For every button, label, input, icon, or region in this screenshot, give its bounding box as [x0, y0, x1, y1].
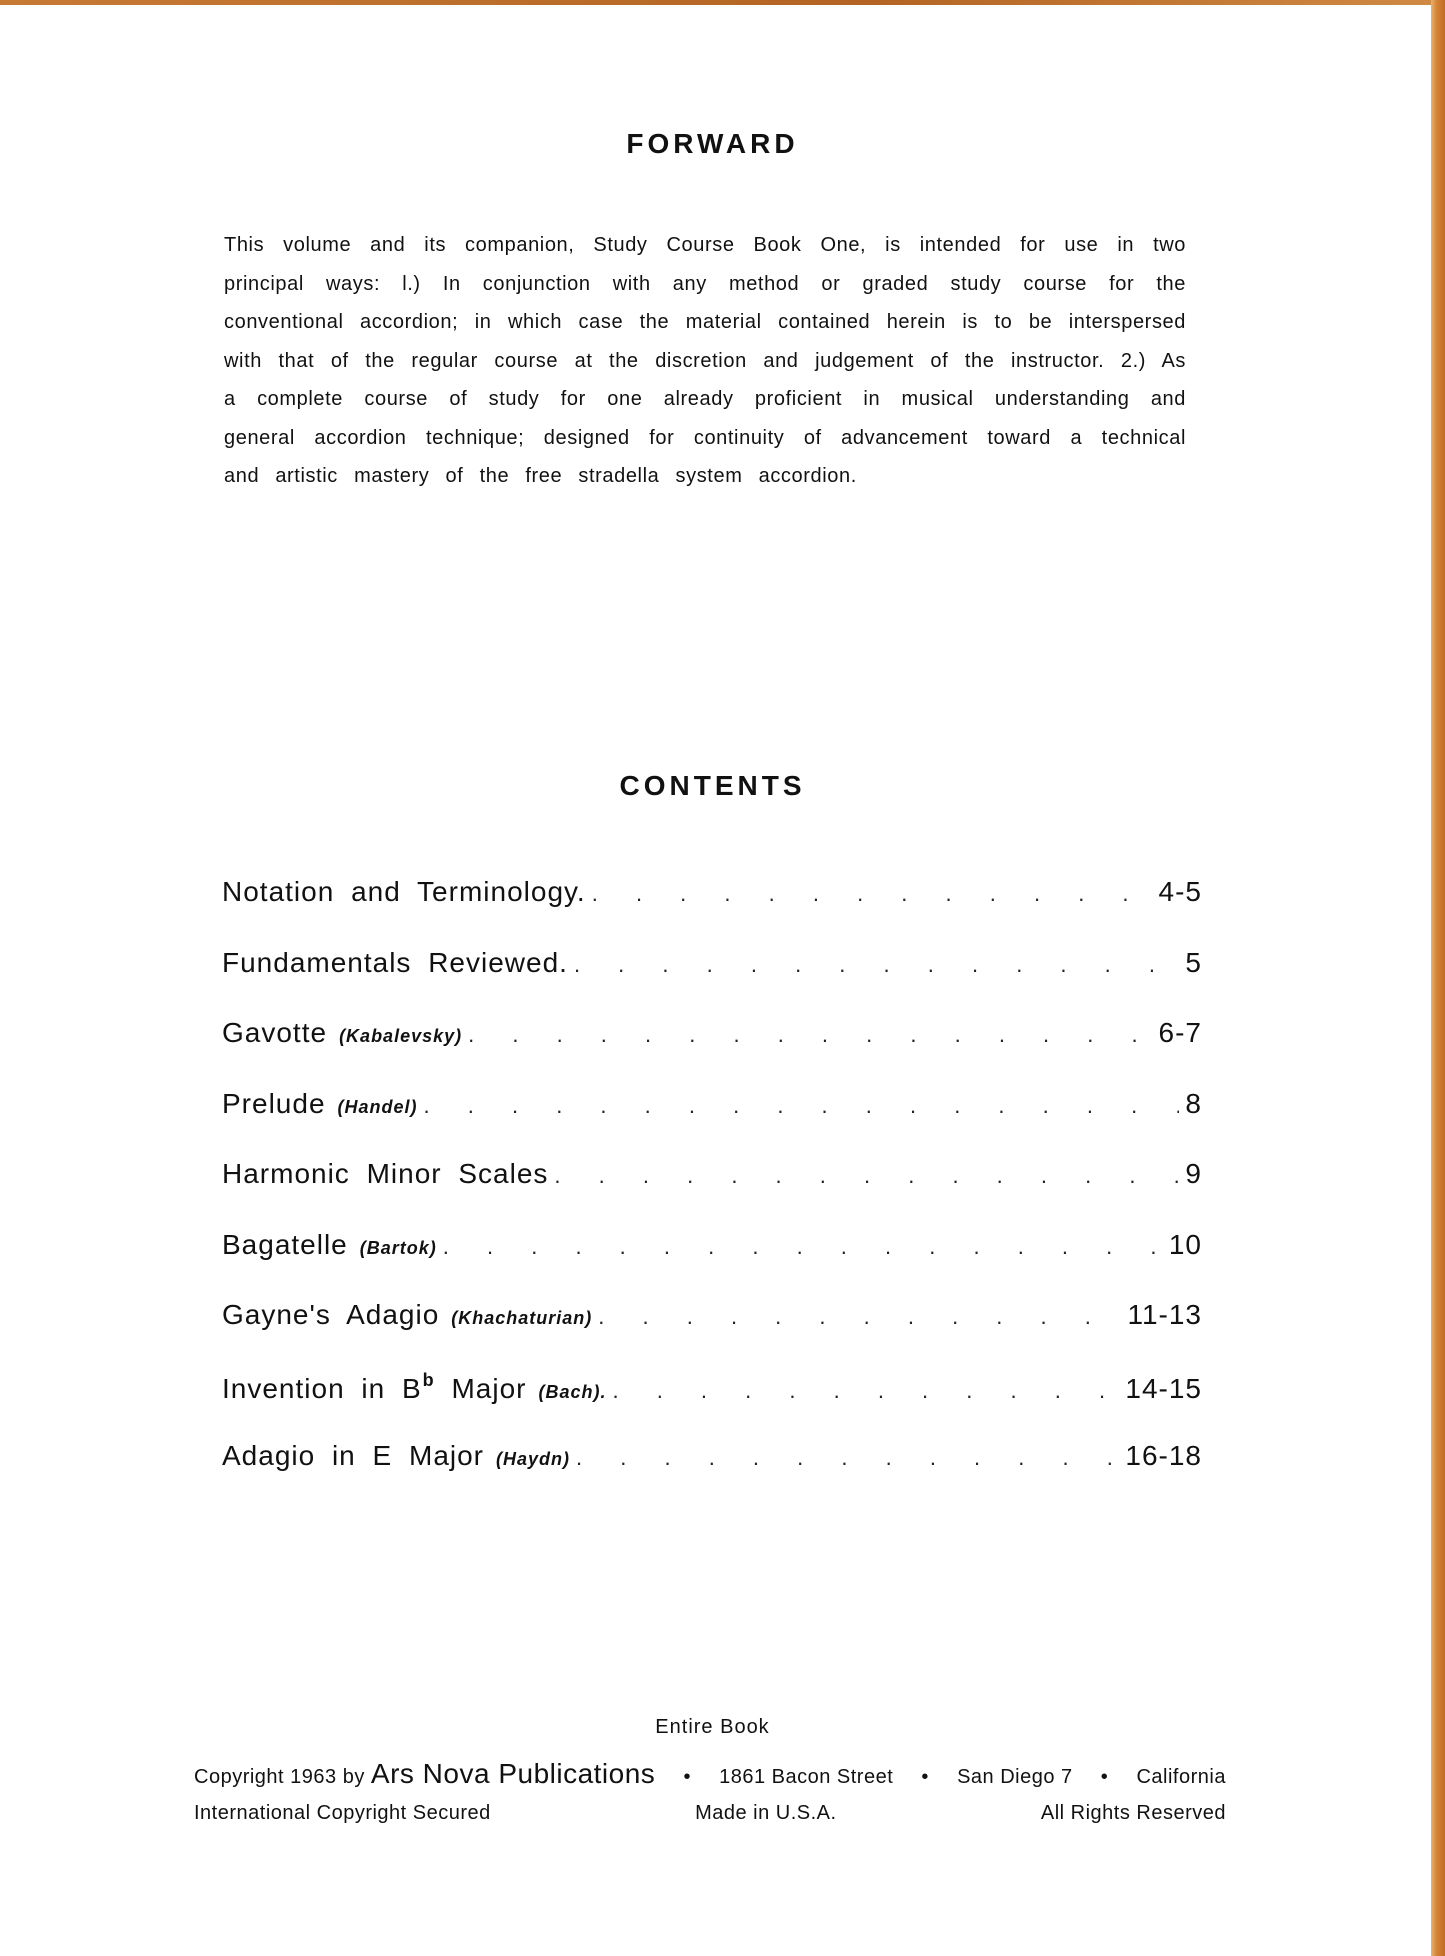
- toc-entry-title: Prelude: [222, 1087, 326, 1119]
- toc-entry-composer: (Handel): [337, 1096, 418, 1117]
- toc-leader-dots: [443, 1234, 1163, 1260]
- toc-leader-dots: [592, 881, 1153, 907]
- toc-entry: [222, 1088, 1202, 1159]
- toc-entry-title: Notation and Terminology.: [222, 876, 586, 907]
- toc-leader-dots: [576, 1445, 1119, 1471]
- footer-bullet: •: [683, 1766, 691, 1788]
- toc-entry: [222, 1370, 1202, 1441]
- toc-leader-dots: [612, 1378, 1119, 1404]
- footer-copyright-line: [194, 1758, 1226, 1790]
- toc-entry: [222, 1299, 1202, 1370]
- contents-heading: CONTENTS: [619, 770, 806, 801]
- toc-entry-composer: (Khachaturian): [451, 1308, 593, 1328]
- contents-list: [222, 876, 1202, 1511]
- toc-entry-title: Gayne's Adagio: [222, 1299, 440, 1330]
- toc-entry-pages: 16-18: [1125, 1440, 1202, 1471]
- toc-entry-composer: (Bartok): [359, 1237, 437, 1258]
- page-edge-right: [1431, 0, 1445, 1956]
- footer-intl-copyright: International Copyright Secured: [194, 1802, 491, 1824]
- toc-entry-composer: (Bach).: [538, 1381, 607, 1402]
- toc-entry-title: Fundamentals Reviewed.: [222, 946, 568, 978]
- footer-made-in: Made in U.S.A.: [695, 1802, 837, 1824]
- toc-entry-composer: (Kabalevsky): [339, 1026, 463, 1046]
- footer-bullet: •: [921, 1766, 929, 1788]
- footer-state: California: [1136, 1766, 1226, 1788]
- toc-entry: [222, 1229, 1202, 1300]
- forward-heading: FORWARD: [626, 128, 799, 159]
- toc-entry-pages: 14-15: [1125, 1372, 1202, 1404]
- toc-entry-pages: 9: [1185, 1158, 1202, 1189]
- toc-entry-pages: 8: [1185, 1087, 1202, 1119]
- footer-copyright: Copyright 1963 by: [194, 1766, 365, 1788]
- toc-entry-composer: (Haydn): [496, 1449, 571, 1469]
- toc-entry-title-before: Invention in B: [222, 1372, 422, 1404]
- toc-entry: [222, 876, 1202, 947]
- toc-entry-pages: 6-7: [1158, 1017, 1202, 1048]
- toc-entry: [222, 947, 1202, 1018]
- toc-entry: [222, 1440, 1202, 1511]
- footer-rights-line: [194, 1802, 1226, 1825]
- toc-leader-dots: [424, 1093, 1180, 1119]
- toc-entry-title: Harmonic Minor Scales: [222, 1158, 549, 1189]
- toc-entry-title-after: Major: [451, 1372, 527, 1404]
- footer-publisher: Ars Nova Publications: [370, 1758, 656, 1789]
- toc-entry-title: [222, 1370, 526, 1405]
- toc-entry-pages: 11-13: [1127, 1299, 1202, 1330]
- toc-entry-title: Gavotte: [222, 1017, 328, 1048]
- forward-paragraph: This volume and its companion, Study Course Book One, is intended for use in two principal ways: l.) In conjunction with any method or graded study course for the conventional accordion; in which case the material contained herein is to be interspersed with that of the regular course at the discretion and judgement of the instructor. 2.) As a complete course of study for one already proficient in musical understanding and general accordion technique; designed for continuity of advancement toward a technical and artistic mastery of the free stradella system accordion.: [224, 234, 1186, 487]
- toc-entry-pages: 5: [1185, 946, 1202, 978]
- toc-leader-dots: [574, 952, 1179, 978]
- toc-leader-dots: [468, 1022, 1152, 1048]
- footer-city: San Diego 7: [957, 1766, 1073, 1788]
- toc-leader-dots: [598, 1304, 1121, 1330]
- toc-leader-dots: [554, 1163, 1179, 1189]
- toc-entry: [222, 1017, 1202, 1088]
- toc-entry: [222, 1158, 1202, 1229]
- footer-street: 1861 Bacon Street: [719, 1766, 894, 1788]
- footer-bullet: •: [1100, 1766, 1109, 1788]
- flat-symbol: b: [422, 1369, 435, 1390]
- page-edge-top: [0, 0, 1445, 5]
- toc-entry-pages: 10: [1168, 1228, 1202, 1260]
- footer-rights: All Rights Reserved: [1040, 1802, 1226, 1824]
- toc-entry-pages: 4-5: [1158, 876, 1202, 907]
- toc-entry-title: Adagio in E Major: [222, 1440, 485, 1471]
- footer-entire-book: Entire Book: [655, 1716, 770, 1738]
- footer-copyright-group: [194, 1758, 655, 1790]
- toc-entry-title: Bagatelle: [222, 1228, 348, 1260]
